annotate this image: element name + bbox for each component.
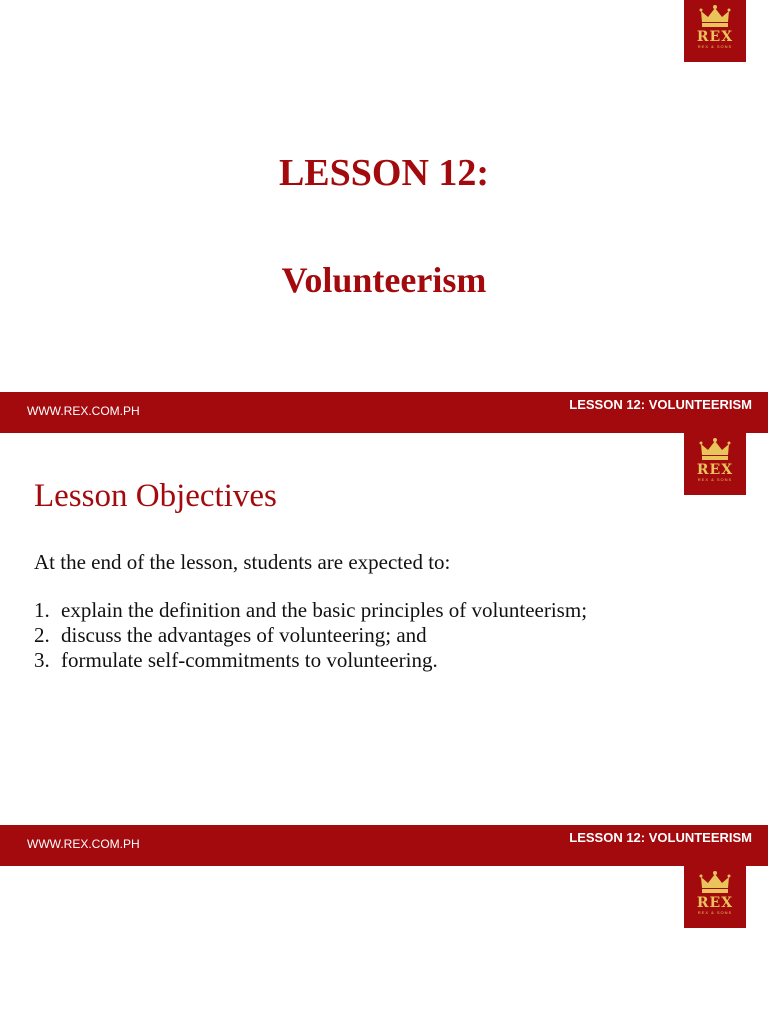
- footer-lesson-label: LESSON 12: VOLUNTEERISM: [569, 830, 752, 845]
- objectives-heading: Lesson Objectives: [34, 478, 277, 514]
- slide-objectives: [0, 433, 768, 866]
- slide-footer: [0, 825, 768, 866]
- list-number: 3.: [34, 648, 50, 672]
- rex-logo: [684, 433, 746, 495]
- objectives-intro: At the end of the lesson, students are expected to:: [34, 550, 451, 574]
- logo-subtext: REX & SONS: [697, 477, 733, 482]
- rex-logo: [684, 0, 746, 62]
- logo-subtext: REX & SONS: [697, 44, 733, 49]
- list-number: 1.: [34, 598, 50, 622]
- crown-icon: [698, 437, 732, 463]
- logo-subtext: REX & SONS: [697, 910, 733, 915]
- logo-text: REX: [696, 29, 734, 45]
- list-item: [34, 648, 587, 673]
- slide-title: [0, 0, 768, 433]
- objectives-list: [34, 598, 587, 673]
- footer-url: WWW.REX.COM.PH: [27, 404, 140, 418]
- list-item: [34, 598, 587, 623]
- list-text: explain the definition and the basic principles of volunteerism;: [61, 598, 588, 622]
- list-text: formulate self-commitments to volunteering.: [61, 648, 438, 672]
- lesson-topic-title: Volunteerism: [281, 260, 487, 300]
- rex-logo: [684, 866, 746, 928]
- list-text: discuss the advantages of volunteering; and: [61, 623, 427, 647]
- list-item: [34, 623, 587, 648]
- slide-footer: [0, 392, 768, 433]
- lesson-number-title: LESSON 12:: [278, 152, 490, 194]
- slide-partial: [0, 866, 768, 1024]
- list-number: 2.: [34, 623, 50, 647]
- crown-icon: [698, 870, 732, 896]
- logo-text: REX: [696, 895, 734, 911]
- crown-icon: [698, 4, 732, 30]
- footer-lesson-label: LESSON 12: VOLUNTEERISM: [569, 397, 752, 412]
- footer-url: WWW.REX.COM.PH: [27, 837, 140, 851]
- logo-text: REX: [696, 462, 734, 478]
